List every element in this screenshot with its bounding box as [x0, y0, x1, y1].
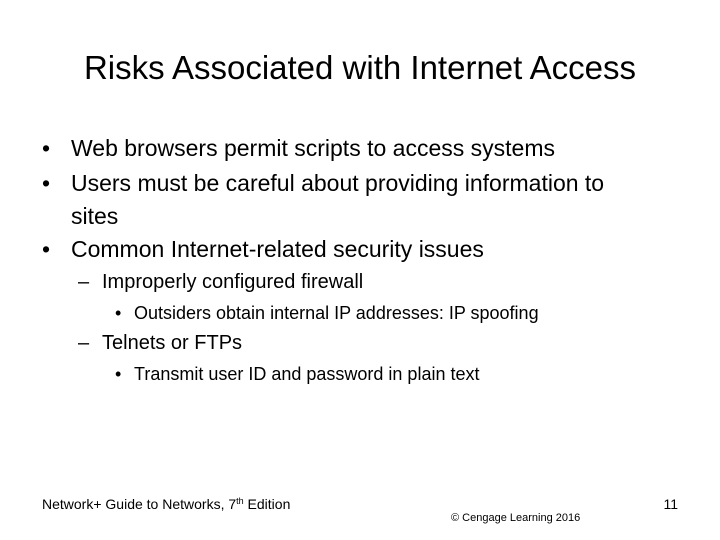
footer-copyright: © Cengage Learning 2016 — [451, 512, 581, 524]
bullet-marker: • — [42, 236, 51, 262]
footer-book-title — [42, 495, 290, 513]
sub-sub-bullet-text: Transmit user ID and password in plain text — [134, 364, 480, 384]
sub-sub-bullet-item — [115, 302, 695, 324]
page-number: 11 — [663, 496, 678, 512]
bullet-item — [42, 235, 682, 263]
sub-bullet-marker: – — [78, 271, 90, 293]
bullet-text-line2: sites — [71, 203, 119, 229]
footer-book-suffix: Edition — [243, 496, 291, 512]
sub-sub-bullet-text: Outsiders obtain internal IP addresses: IP spoofing — [134, 303, 539, 323]
sub-bullet-text: Improperly configured firewall — [102, 271, 364, 293]
sub-sub-bullet-marker: • — [115, 364, 122, 384]
sub-sub-bullet-marker: • — [115, 303, 122, 323]
slide-title: Risks Associated with Internet Access — [83, 49, 637, 86]
bullet-text-line1: Users must be careful about providing information to — [71, 170, 605, 196]
bullet-marker: • — [42, 170, 51, 196]
footer-book-ordinal: th — [236, 496, 244, 506]
sub-bullet-text: Telnets or FTPs — [102, 332, 243, 354]
sub-bullet-item — [78, 270, 678, 294]
bullet-item — [42, 134, 682, 162]
footer-book-prefix: Network+ Guide to Networks, 7 — [42, 496, 237, 512]
bullet-text: Web browsers permit scripts to access systems — [71, 135, 555, 161]
sub-bullet-item — [78, 331, 678, 355]
bullet-item — [42, 169, 702, 229]
bullet-marker: • — [42, 135, 51, 161]
bullet-text: Common Internet-related security issues — [71, 236, 484, 262]
sub-sub-bullet-item — [115, 363, 695, 385]
sub-bullet-marker: – — [78, 332, 90, 354]
